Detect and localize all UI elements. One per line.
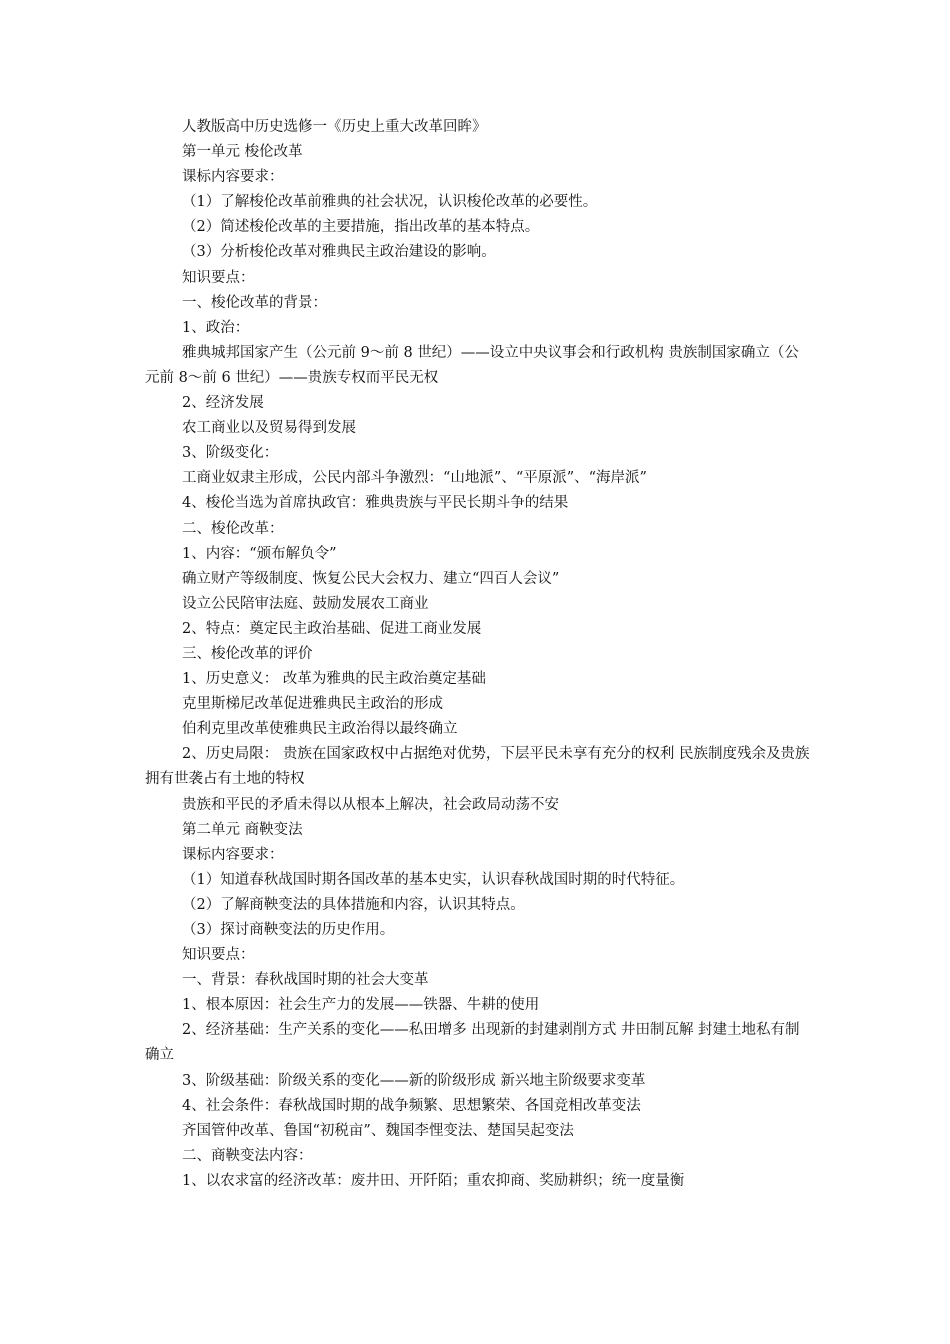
section-label: 课标内容要求： bbox=[182, 846, 284, 863]
unit-heading: 第一单元 梭伦改革 bbox=[182, 144, 303, 161]
paragraph: 贵族和平民的矛盾未得以从根本上解决，社会政局动荡不安 bbox=[182, 796, 559, 813]
paragraph: 工商业奴隶主形成，公民内部斗争激烈：“山地派”、“平原派”、“海岸派” bbox=[182, 470, 647, 487]
subsection-heading: 1、内容：“颁布解负令” bbox=[182, 545, 337, 562]
subsection-heading: 2、经济发展 bbox=[182, 395, 264, 412]
subsection-heading: 2、历史局限： 贵族在国家政权中占据绝对优势，下层平民未享有充分的权利 民族制度残余及贵族拥有世袭占有土地的特权 bbox=[145, 746, 810, 788]
subsection-heading: 4、梭伦当选为首席执政官：雅典贵族与平民长期斗争的结果 bbox=[182, 495, 569, 512]
paragraph: 克里斯梯尼改革促进雅典民主政治的形成 bbox=[182, 696, 443, 713]
section-heading: 一、梭伦改革的背景： bbox=[182, 294, 327, 311]
doc-title: 人教版高中历史选修一《历史上重大改革回眸》 bbox=[182, 119, 487, 135]
paragraph: 雅典城邦国家产生（公元前 9～前 8 世纪）——设立中央议事会和行政机构 贵族制国家确立（公元前 8～前 6 世纪）——贵族专权而平民无权 bbox=[145, 344, 799, 386]
requirement-item: （3）探讨商鞅变法的历史作用。 bbox=[182, 922, 395, 938]
paragraph: 伯利克里改革使雅典民主政治得以最终确立 bbox=[182, 721, 458, 738]
requirement-item: （2）了解商鞅变法的具体措施和内容，认识其特点。 bbox=[182, 896, 525, 913]
section-label: 课标内容要求： bbox=[182, 169, 284, 186]
paragraph: 确立财产等级制度、恢复公民大会权力、建立“四百人会议” bbox=[182, 570, 560, 587]
subsection-heading: 3、阶级变化： bbox=[182, 445, 279, 462]
subsection-heading: 4、社会条件：春秋战国时期的战争频繁、思想繁荣、各国竞相改革变法 bbox=[182, 1097, 641, 1114]
document-body bbox=[145, 115, 810, 1194]
subsection-heading: 1、历史意义： 改革为雅典的民主政治奠定基础 bbox=[182, 671, 486, 688]
paragraph: 齐国管仲改革、鲁国“初税亩”、魏国李悝变法、楚国吴起变法 bbox=[182, 1122, 574, 1139]
paragraph: 农工商业以及贸易得到发展 bbox=[182, 420, 356, 437]
subsection-heading: 2、特点：奠定民主政治基础、促进工商业发展 bbox=[182, 620, 482, 637]
subsection-heading: 1、政治： bbox=[182, 319, 250, 336]
section-label: 知识要点： bbox=[182, 269, 255, 286]
section-label: 知识要点： bbox=[182, 947, 255, 964]
subsection-heading: 2、经济基础：生产关系的变化——私田增多 出现新的封建剥削方式 井田制瓦解 封建土地私有制确立 bbox=[145, 1022, 800, 1064]
requirement-item: （3）分析梭伦改革对雅典民主政治建设的影响。 bbox=[182, 244, 496, 261]
section-heading: 二、梭伦改革： bbox=[182, 520, 284, 537]
subsection-heading: 3、阶级基础：阶级关系的变化——新的阶级形成 新兴地主阶级要求变革 bbox=[182, 1072, 646, 1089]
unit-heading: 第二单元 商鞅变法 bbox=[182, 821, 303, 838]
requirement-item: （1）知道春秋战国时期各国改革的基本史实，认识春秋战国时期的时代特征。 bbox=[182, 871, 685, 888]
requirement-item: （1）了解梭伦改革前雅典的社会状况，认识梭伦改革的必要性。 bbox=[182, 194, 598, 211]
section-heading: 一、背景：春秋战国时期的社会大变革 bbox=[182, 972, 429, 989]
subsection-heading: 1、以农求富的经济改革：废井田、开阡陌；重农抑商、奖励耕织；统一度量衡 bbox=[182, 1172, 685, 1189]
subsection-heading: 1、根本原因：社会生产力的发展——铁器、牛耕的使用 bbox=[182, 997, 540, 1014]
paragraph: 设立公民陪审法庭、鼓励发展农工商业 bbox=[182, 595, 429, 612]
section-heading: 二、商鞅变法内容： bbox=[182, 1147, 313, 1164]
requirement-item: （2）简述梭伦改革的主要措施，指出改革的基本特点。 bbox=[182, 219, 540, 236]
section-heading: 三、梭伦改革的评价 bbox=[182, 645, 313, 662]
